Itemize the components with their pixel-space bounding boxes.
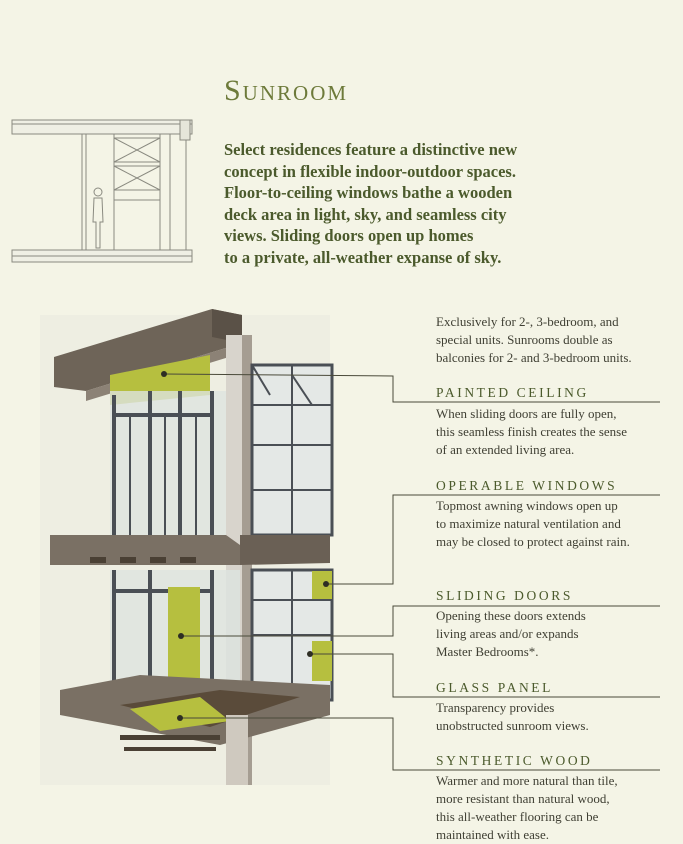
intro-line: views. Sliding doors open up homes xyxy=(224,226,474,245)
feature-line: of an extended living area. xyxy=(436,442,575,457)
intro-line: Floor-to-ceiling windows bathe a wooden xyxy=(224,183,513,202)
section-drawing xyxy=(10,110,200,270)
glass-panel xyxy=(312,641,332,681)
feature-line: Transparency provides xyxy=(436,700,555,715)
feature-line: Warmer and more natural than tile, xyxy=(436,773,618,788)
feature-text-synthetic-wood xyxy=(436,772,676,844)
feature-heading-operable-windows: OPERABLE WINDOWS xyxy=(436,478,618,493)
middle-slab xyxy=(50,535,240,565)
feature-text-glass-panel xyxy=(436,699,676,735)
feature-heading-glass-panel: GLASS PANEL xyxy=(436,680,553,695)
intro-paragraph xyxy=(224,139,554,268)
sunroom-illustration xyxy=(30,295,350,795)
page-title: Sunroom xyxy=(224,74,349,107)
feature-line: more resistant than natural wood, xyxy=(436,791,610,806)
overview-text xyxy=(436,313,676,367)
feature-line: When sliding doors are fully open, xyxy=(436,406,617,421)
overview-line: Exclusively for 2-, 3-bedroom, and xyxy=(436,314,619,329)
overview-line: special units. Sunrooms double as xyxy=(436,332,613,347)
feature-text-painted-ceiling xyxy=(436,405,676,459)
intro-line: concept in flexible indoor-outdoor spaces. xyxy=(224,161,516,181)
feature-line: this seamless finish creates the sense xyxy=(436,424,627,439)
feature-line: to maximize natural ventilation and xyxy=(436,516,621,531)
intro-line: Select residences feature a distinctive new xyxy=(224,140,518,159)
feature-line: maintained with ease. xyxy=(436,827,549,842)
feature-line: may be closed to protect against rain. xyxy=(436,534,630,549)
feature-line: Topmost awning windows open up xyxy=(436,498,618,513)
overview-line: balconies for 2- and 3-bedroom units. xyxy=(436,350,632,365)
intro-line: to a private, all-weather expanse of sky. xyxy=(224,247,502,267)
feature-heading-painted-ceiling: PAINTED CEILING xyxy=(436,385,589,400)
feature-heading-synthetic-wood: SYNTHETIC WOOD xyxy=(436,753,593,768)
feature-line: this all-weather flooring can be xyxy=(436,809,599,824)
feature-heading-sliding-doors: SLIDING DOORS xyxy=(436,588,573,603)
feature-line: Opening these doors extends xyxy=(436,608,586,623)
intro-line: deck area in light, sky, and seamless city xyxy=(224,204,507,224)
feature-text-sliding-doors xyxy=(436,607,676,661)
feature-line: unobstructed sunroom views. xyxy=(436,718,589,733)
feature-line: Master Bedrooms*. xyxy=(436,644,539,659)
feature-text-operable-windows xyxy=(436,497,676,551)
feature-line: living areas and/or expands xyxy=(436,626,579,641)
